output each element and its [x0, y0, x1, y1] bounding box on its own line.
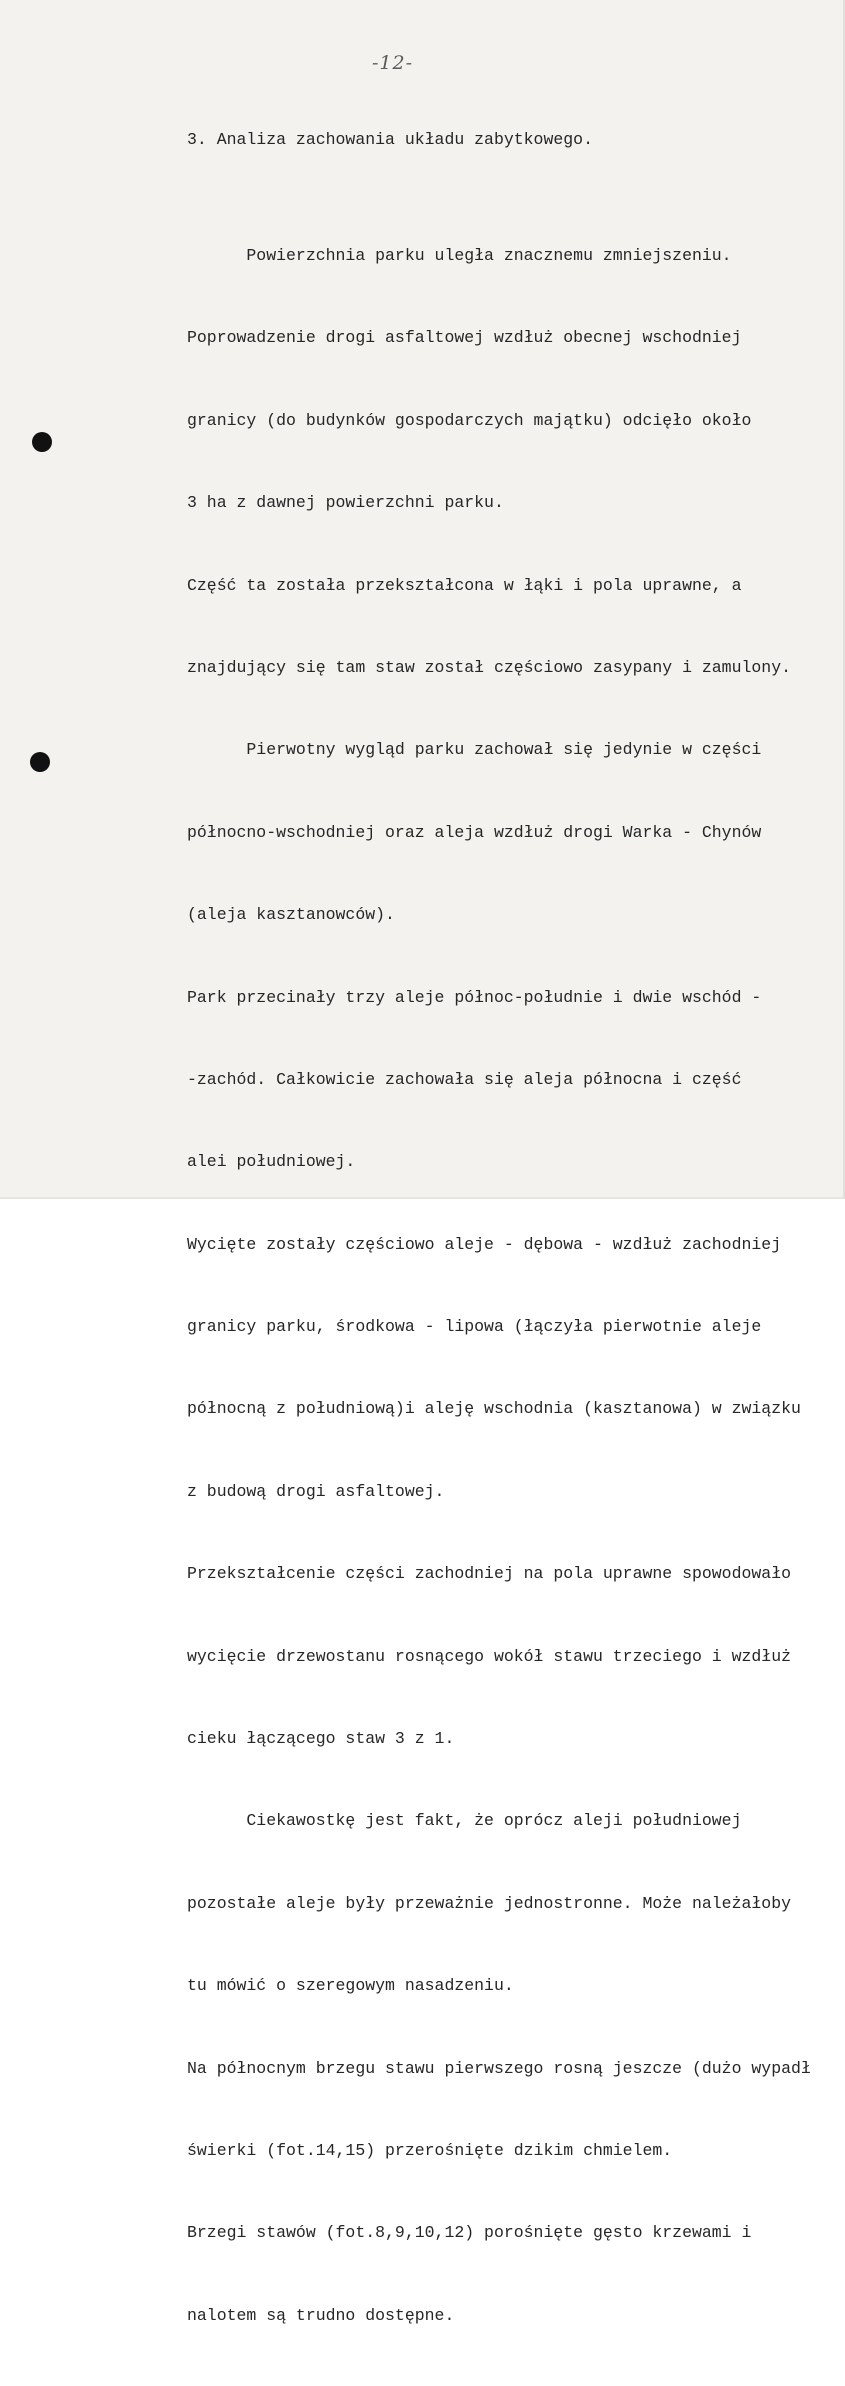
text-line: wycięcie drzewostanu rosnącego wokół stawu trzeciego i wzdłuż [187, 1646, 791, 1666]
text-line: alei południowej. [187, 1152, 356, 1172]
text-line: Pierwotny wygląd parku zachował się jedynie w części [187, 740, 762, 760]
page-number: -12- [372, 52, 414, 74]
body-text [187, 196, 811, 2386]
text-line: Wycięte zostały częściowo aleje - dębowa - wzdłuż zachodniej [187, 1234, 782, 1254]
text-line: Brzegi stawów (fot.8,9,10,12) porośnięte gęsto krzewami i [187, 2223, 752, 2243]
text-line: nalotem są trudno dostępne. [187, 2305, 455, 2325]
text-line: cieku łączącego staw 3 z 1. [187, 1729, 455, 1749]
text-line: Część ta została przekształcona w łąki i pola uprawne, a [187, 575, 742, 595]
binder-hole [30, 752, 50, 772]
text-line: północno-wschodniej oraz aleja wzdłuż drogi Warka - Chynów [187, 822, 762, 842]
text-line: granicy (do budynków gospodarczych majątku) odcięło około [187, 410, 752, 430]
text-line: Powierzchnia parku uległa znacznemu zmniejszeniu. [187, 246, 732, 265]
text-line: Park przecinały trzy aleje północ-południe i dwie wschód - [187, 987, 762, 1007]
binder-hole [32, 432, 52, 452]
text-line: Ciekawostkę jest fakt, że oprócz aleji południowej [187, 1811, 742, 1831]
text-line: Poprowadzenie drogi asfaltowej wzdłuż obecnej wschodniej [187, 328, 742, 348]
text-line: świerki (fot.14,15) przerośnięte dzikim chmielem. [187, 2140, 673, 2160]
text-line: z budową drogi asfaltowej. [187, 1481, 445, 1501]
text-line: znajdujący się tam staw został częściowo zasypany i zamulony. [187, 657, 791, 677]
text-line: 3 ha z dawnej powierzchni parku. [187, 493, 504, 513]
text-line: Przekształcenie części zachodniej na pola uprawne spowodowało [187, 1564, 791, 1584]
text-line: granicy parku, środkowa - lipowa (łączyła pierwotnie aleje [187, 1317, 762, 1337]
text-line: Na północnym brzegu stawu pierwszego rosną jeszcze (dużo wypadł [187, 2058, 811, 2078]
text-line: tu mówić o szeregowym nasadzeniu. [187, 1976, 514, 1996]
text-line: -zachód. Całkowicie zachowała się aleja północna i część [187, 1069, 742, 1089]
section-heading: 3. Analiza zachowania układu zabytkowego. [187, 130, 593, 149]
text-line: pozostałe aleje były przeważnie jednostronne. Może należałoby [187, 1893, 791, 1913]
text-line: północną z południową)i aleję wschodnia (kasztanowa) w związku [187, 1399, 801, 1419]
text-line: (aleja kasztanowców). [187, 905, 395, 925]
